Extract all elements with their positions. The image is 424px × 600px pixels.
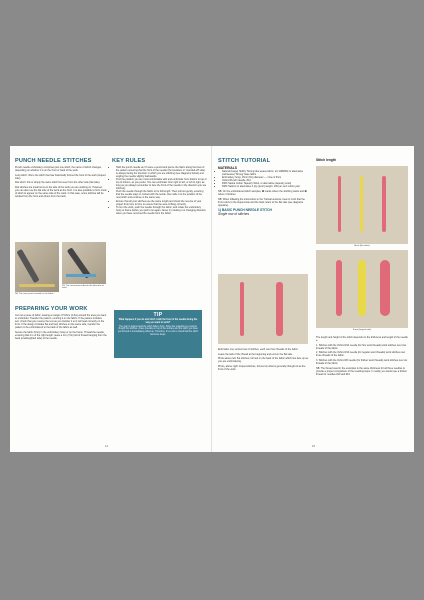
stitch-length-front-photo (316, 250, 408, 328)
basic-paragraph-2: Leave the tails of the thread at the beginning and end on the flat side. (218, 352, 293, 356)
basic-paragraph-1: Embroider one vertical row of stitches, each over four threads of the fabric. (218, 348, 299, 351)
basic-stitch-photo (218, 274, 308, 344)
note-2: NB: When following the instructions in the Tutorial sections, bear in mind that the front refers to the looped side and the back refers to the flat side (see diagrams opposite). (218, 197, 305, 207)
stitch-length-text (316, 336, 408, 377)
page-number-right: 15 (312, 445, 315, 448)
key-rules-section (112, 158, 207, 216)
material-item: • DMC Satinco or alternative 4 ply (sport) weight, 100 per cent cotton yarn (222, 185, 308, 188)
left-page (10, 146, 212, 452)
length-paragraph-2: 1. Stitches with the Oxford #14 needle (for fine wool threads) work stitches over two threads of the fabric. (316, 343, 407, 350)
basic-stitch-subtitle: Single row of stitches (218, 212, 250, 217)
stitch-length-back-photo (316, 166, 408, 244)
back-stitch-2 (360, 176, 363, 232)
front-stitch-2 (358, 260, 366, 316)
punch-paragraph-1: Punch needle embroidery comprises just one stitch, the name of which changes depending on whether it is on the front or back of the work. (15, 166, 102, 173)
basic-stitch-text (218, 348, 308, 373)
tip-question: What happens if you do and stitch / with the front of the needle facing the way you want to work? (118, 319, 198, 324)
material-item: • Natural (beige) Hobby 'Strong'-like weave fabric, art 1198/002 or alternative (rainweave) 'Strong' base fabric (222, 170, 308, 176)
caption-front: Front (looped side) (352, 329, 372, 331)
materials-heading: MATERIALS (218, 166, 237, 170)
rule-item: • Hold the punch needle as if it were a pencil and pierce the fabric along the lines of the pattern ensuring that the front of the needle (the bevelled, or 'rounded-off' side) is always facing the direction in which you are stitching (see diagrams below) and angling the needle slightly backwards. (116, 166, 207, 178)
caption-1b: 1B. The red arrows indicate the direction of work. (62, 285, 104, 289)
flat-stitch-row (240, 282, 244, 336)
punch-paragraph-3: Flat stitch: this is simply the same stitch but seen from the other side (flat side). (15, 181, 101, 185)
rule-item: • Push the needle through the fabric to its full length. Then pull out gently, ensuring that the needle stays in contact with the textile, then slide it to the position of the next stitch and continue in the same way. (116, 190, 207, 199)
materials-list (218, 170, 308, 188)
stitch-tutorial-section (218, 158, 308, 216)
punch-paragraph-2: Loop stitch: this is the stitch that has historically formed the front of the work (looped side). (15, 173, 106, 180)
basic-paragraph-3: Photo above left: flat stitches, formed on the back of the fabric which lies face up as you are embroidering. (218, 357, 308, 364)
basic-paragraph-4: Photo, above right: looped stitches, formed on what is generally thought of as the front of the work. (218, 364, 306, 372)
section-title-punch-stitches: PUNCH NEEDLE STITCHES (15, 158, 92, 164)
section-title-tutorial: STITCH TUTORIAL (218, 158, 271, 164)
punch-needle-photo-2 (62, 242, 106, 284)
rule-item: • To turn the work, push the needle through the fabric, and rotate the embroidery hoop or frame before you pull it out again. Never try rotating it or changing direction when you have removed the needle from the fabric. (116, 206, 207, 215)
material-item: • Embroidery hoop, 15cm (6in) diameter — mine is 5mm (222, 176, 308, 179)
rule-item: • Ensure that all your stitches use the same length and check the reverse of your project from time to time to ensure that the area is filling correctly. (116, 200, 207, 206)
tip-heading: TIP (153, 312, 163, 318)
caption-back: Back (flat sides) (354, 245, 370, 247)
punch-needle-section (15, 158, 107, 200)
punch-paragraph-4: Flat stitches are small turns on the side of the work you are working on. However, you can also use the flat side of the work as the front. It is also possible to form knots of stitch to appear on the same side of the work. In this case, some stitches will be worked from the front and others from the back. (15, 186, 107, 199)
tip-answer: The yarn is trapped and the stitch fails to form. Since the material as a manner though the stitches, chaos prevails on top of the surface and the stitch you have just formed is immediately pulled up. Therefore, it's a rule to check that the stitch becomes loops. (118, 325, 198, 336)
looped-stitch-row (276, 282, 283, 336)
punch-needle-photo-1 (15, 242, 59, 292)
caption-1a: 1A. The rows punch needle in the fabric. (15, 293, 55, 295)
rule-item: • Find the position you are most comfortable with and embroider from bottom to top or top to bottom, as you prefer. You can embroider from right to left, or left to right, as long as you always remember to face the front of the needle in the direction you are stitching. (116, 178, 207, 190)
back-stitch-3 (382, 176, 386, 232)
material-item: • DMC Satina Cotton Tapestry Wool, or alternative (tapestry wool) (222, 182, 308, 185)
preparing-paragraph-1: Cut out a piece of fabric, leaving a margin of 5-8cm (2-3in) around the area you want to embroider. Transfer the pattern, centring it on the fabric. If the pattern includes text, check that you reverse the text as you transfer it so it will read correctly on the front. If the design includes flat and loop stitches on the same side, transfer the pattern to be embroidered to the back of the fabric as well. (15, 314, 107, 330)
yarn-shape (19, 284, 55, 287)
length-paragraph-5: NB: The thread used in the examples is the same thickness for all three needles to provide a proper comparison of the resulting loops. In reality you would use a thicker thread for needles #10 and #12. (316, 366, 407, 376)
section-title-preparing: PREPARING YOUR WORK (15, 306, 88, 312)
page-number-left: 14 (105, 445, 108, 448)
right-page (212, 146, 414, 452)
back-stitch-1 (338, 176, 341, 232)
stitch-length-title: Stitch length (316, 158, 336, 162)
section-title-key-rules: KEY RULES (112, 158, 146, 164)
length-paragraph-4: 3. Stitches with the Oxford #6 needle (for thicker wool threads) work stitches over six threads of the fabric. (316, 359, 408, 366)
basic-stitch-title: 1) BASIC PUNCH NEEDLE STITCH (218, 208, 272, 213)
length-paragraph-3: 2. Stitches with the Oxford #10 needle (for regular wool threads) work stitches over three threads of the fabric. (316, 351, 406, 358)
preparing-paragraph-2: Secure the fabric firmly in the embroidery hoop or on the frame. Thread the needle, ensuring that it is of the right length, leave a 1cm (½in) tail of thread hanging from the back (end/weighted side) of the needle. (15, 330, 107, 340)
front-stitch-3 (380, 260, 390, 316)
direction-arrow (66, 274, 96, 277)
needle-shape (16, 249, 39, 283)
front-stitch-1 (336, 260, 342, 316)
note-1: NB: On the embroidered stitch samples, ❶ marks where the stitching starts and ❷ where it finishes. (218, 189, 307, 196)
material-item: • Oxford Punch Needle, #14 (222, 179, 308, 182)
key-rules-list (112, 166, 207, 215)
preparing-section (15, 306, 107, 342)
length-paragraph-1: The length and height of the stitch depends on the thickness and length of the needle e. (316, 336, 408, 343)
tip-box (114, 310, 202, 358)
